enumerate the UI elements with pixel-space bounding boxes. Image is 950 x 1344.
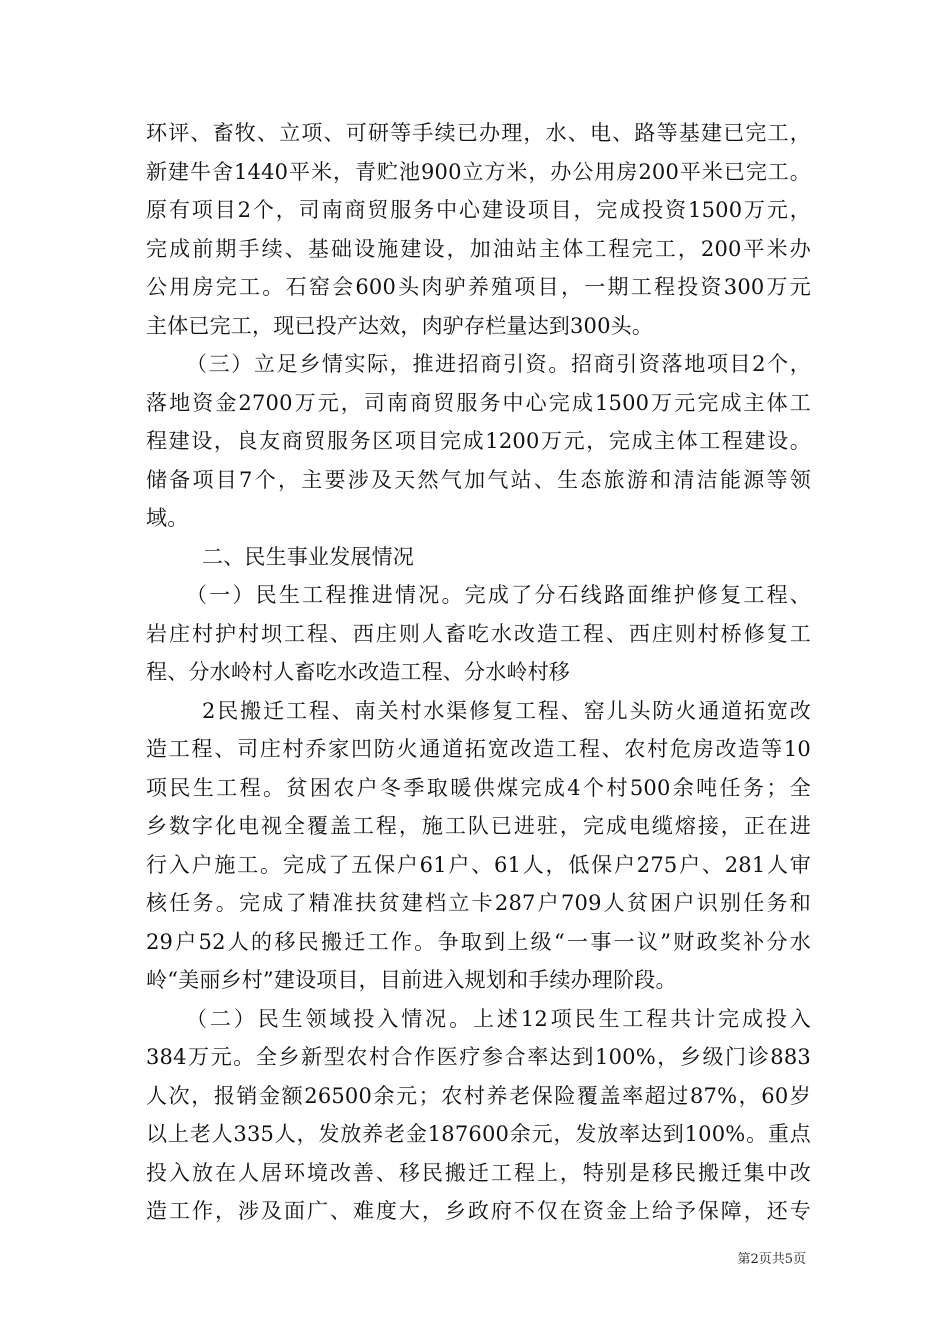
text-line: 造工程、司庄村乔家凹防火通道拓宽改造工程、农村危房改造等10 [146,737,811,761]
document-body [146,114,811,1231]
text-line: 项民生工程。贫困农户冬季取暖供煤完成4个村500余吨任务；全 [146,775,811,800]
text-line: 环评、畜牧、立项、可研等手续已办理，水、电、路等基建已完工， [146,121,811,145]
text-line: 完成前期手续、基础设施建设，加油站主体工程完工，200平米办 [146,236,811,261]
text-line: 核任务。完成了精准扶贫建档立卡287户709人贫困户识别任务和 [146,891,811,915]
text-line: 岩庄村护村坝工程、西庄则人畜吃水改造工程、西庄则村桥修复工 [146,621,811,646]
paragraph-start-line: （一）民生工程推进情况。完成了分石线路面维护修复工程、 [186,583,811,607]
text-line: 岭“美丽乡村”建设项目，目前进入规划和手续办理阶段。 [146,968,677,992]
text-line: 行入户施工。完成了五保户61户、61人，低保户275户、281人审 [146,852,811,877]
section-heading: 二、民生事业发展情况 [202,544,414,569]
text-line: 造工作，涉及面广、难度大，乡政府不仅在资金上给予保障，还专 [146,1199,811,1223]
text-line: 落地资金2700万元，司南商贸服务中心完成1500万元完成主体工 [146,390,811,415]
text-line: 新建牛舍1440平米，青贮池900立方米，办公用房200平米已完工。 [146,159,811,184]
text-line: 原有项目2个，司南商贸服务中心建设项目，完成投资1500万元， [146,198,811,222]
text-line: 域。 [146,506,189,530]
page-number: 第2页共5页 [737,1252,806,1267]
paragraph-start-line: 2民搬迁工程、南关村水渠修复工程、窑儿头防火通道拓宽改 [202,698,811,723]
text-line: 储备项目7个，主要涉及天然气加气站、生态旅游和清洁能源等领 [146,467,811,492]
text-line: 乡数字化电视全覆盖工程，施工队已进驻，完成电缆熔接，正在进 [146,814,811,838]
text-line: 程、分水岭村人畜吃水改造工程、分水岭村移 [146,660,570,684]
text-line: 公用房完工。石窑会600头肉驴养殖项目，一期工程投资300万元 [146,275,811,299]
text-line: 程建设，良友商贸服务区项目完成1200万元，完成主体工程建设。 [146,429,811,453]
text-line: 384万元。全乡新型农村合作医疗参合率达到100%，乡级门诊883 [146,1045,811,1069]
text-line: 人次，报销金额26500余元；农村养老保险覆盖率超过87%，60岁 [146,1083,811,1108]
text-line: 投入放在人居环境改善、移民搬迁工程上，特别是移民搬迁集中改 [146,1160,811,1185]
text-line: 29户52人的移民搬迁工作。争取到上级“一事一议”财政奖补分水 [146,929,811,954]
text-line: 主体已完工，现已投产达效，肉驴存栏量达到300头。 [146,313,654,338]
paragraph-start-line: （二）民生领域投入情况。上述12项民生工程共计完成投入 [186,1006,811,1031]
text-line: 以上老人335人，发放养老金187600余元，发放率达到100%。重点 [146,1122,811,1146]
paragraph-start-line: （三）立足乡情实际，推进招商引资。招商引资落地项目2个， [186,352,811,376]
